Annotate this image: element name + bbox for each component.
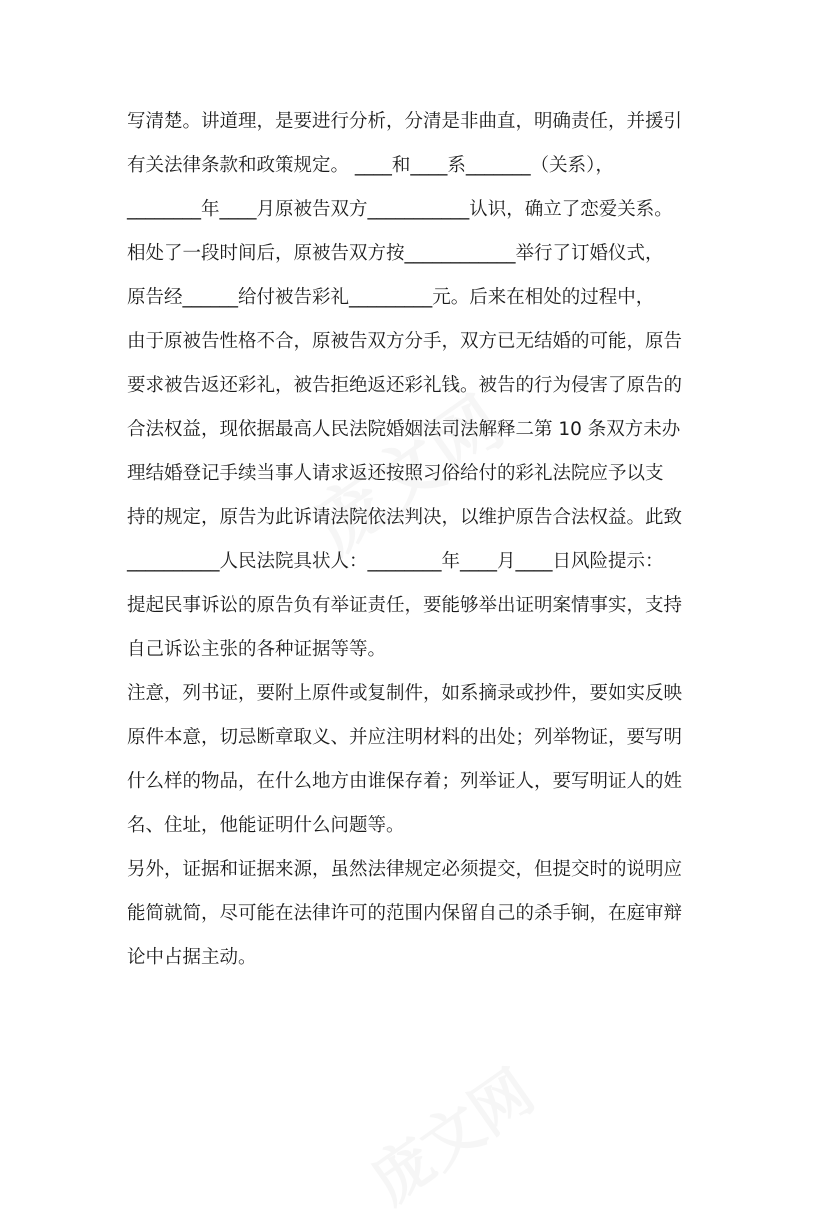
text-line: 什么样的物品，在什么地方由谁保存着；列举证人，要写明证人的姓 [127, 771, 683, 792]
text-line: 合法权益，现依据最高人民法院婚姻法司法解释二第 10 条双方未办 [127, 419, 681, 440]
text-line: __________人民法院具状人：________年____月____日风险提示： [127, 551, 664, 572]
text-line: 由于原被告性格不合，原被告双方分手，双方已无结婚的可能，原告 [127, 331, 683, 352]
text-line: 理结婚登记手续当事人请求返还按照习俗给付的彩礼法院应予以支 [127, 463, 664, 484]
text-line: 注意，列书证，要附上原件或复制件，如系摘录或抄件，要如实反映 [127, 683, 683, 704]
text-line: 论中占据主动。 [127, 947, 257, 968]
text-line: 要求被告返还彩礼，被告拒绝返还彩礼钱。被告的行为侵害了原告的 [127, 375, 683, 396]
text-line: 提起民事诉讼的原告负有举证责任，要能够举出证明案情事实，支持 [127, 595, 683, 616]
text-line: 写清楚。讲道理，是要进行分析，分清是非曲直，明确责任，并援引 [127, 111, 683, 132]
text-line: ________年____月原被告双方___________认识，确立了恋爱关系。 [127, 199, 673, 220]
text-line: 另外，证据和证据来源，虽然法律规定必须提交，但提交时的说明应 [127, 859, 683, 880]
watermark-lower [352, 1046, 549, 1220]
text-line: 相处了一段时间后，原被告双方按____________举行了订婚仪式， [127, 243, 664, 264]
text-line: 持的规定，原告为此诉请法院依法判决，以维护原告合法权益。此致 [127, 507, 683, 528]
document-body [127, 100, 717, 980]
text-line: 原告经______给付被告彩礼_________元。后来在相处的过程中， [127, 287, 655, 308]
text-line: 能简就简，尽可能在法律许可的范围内保留自己的杀手锏，在庭审辩 [127, 903, 683, 924]
text-line: 原件本意，切忌断章取义、并应注明材料的出处；列举物证，要写明 [127, 727, 683, 748]
text-line: 自己诉讼主张的各种证据等等。 [127, 639, 387, 660]
text-line: 名、住址，他能证明什么问题等。 [127, 815, 405, 836]
text-line: 有关法律条款和政策规定。 ____和____系_______（关系）， [127, 155, 614, 176]
